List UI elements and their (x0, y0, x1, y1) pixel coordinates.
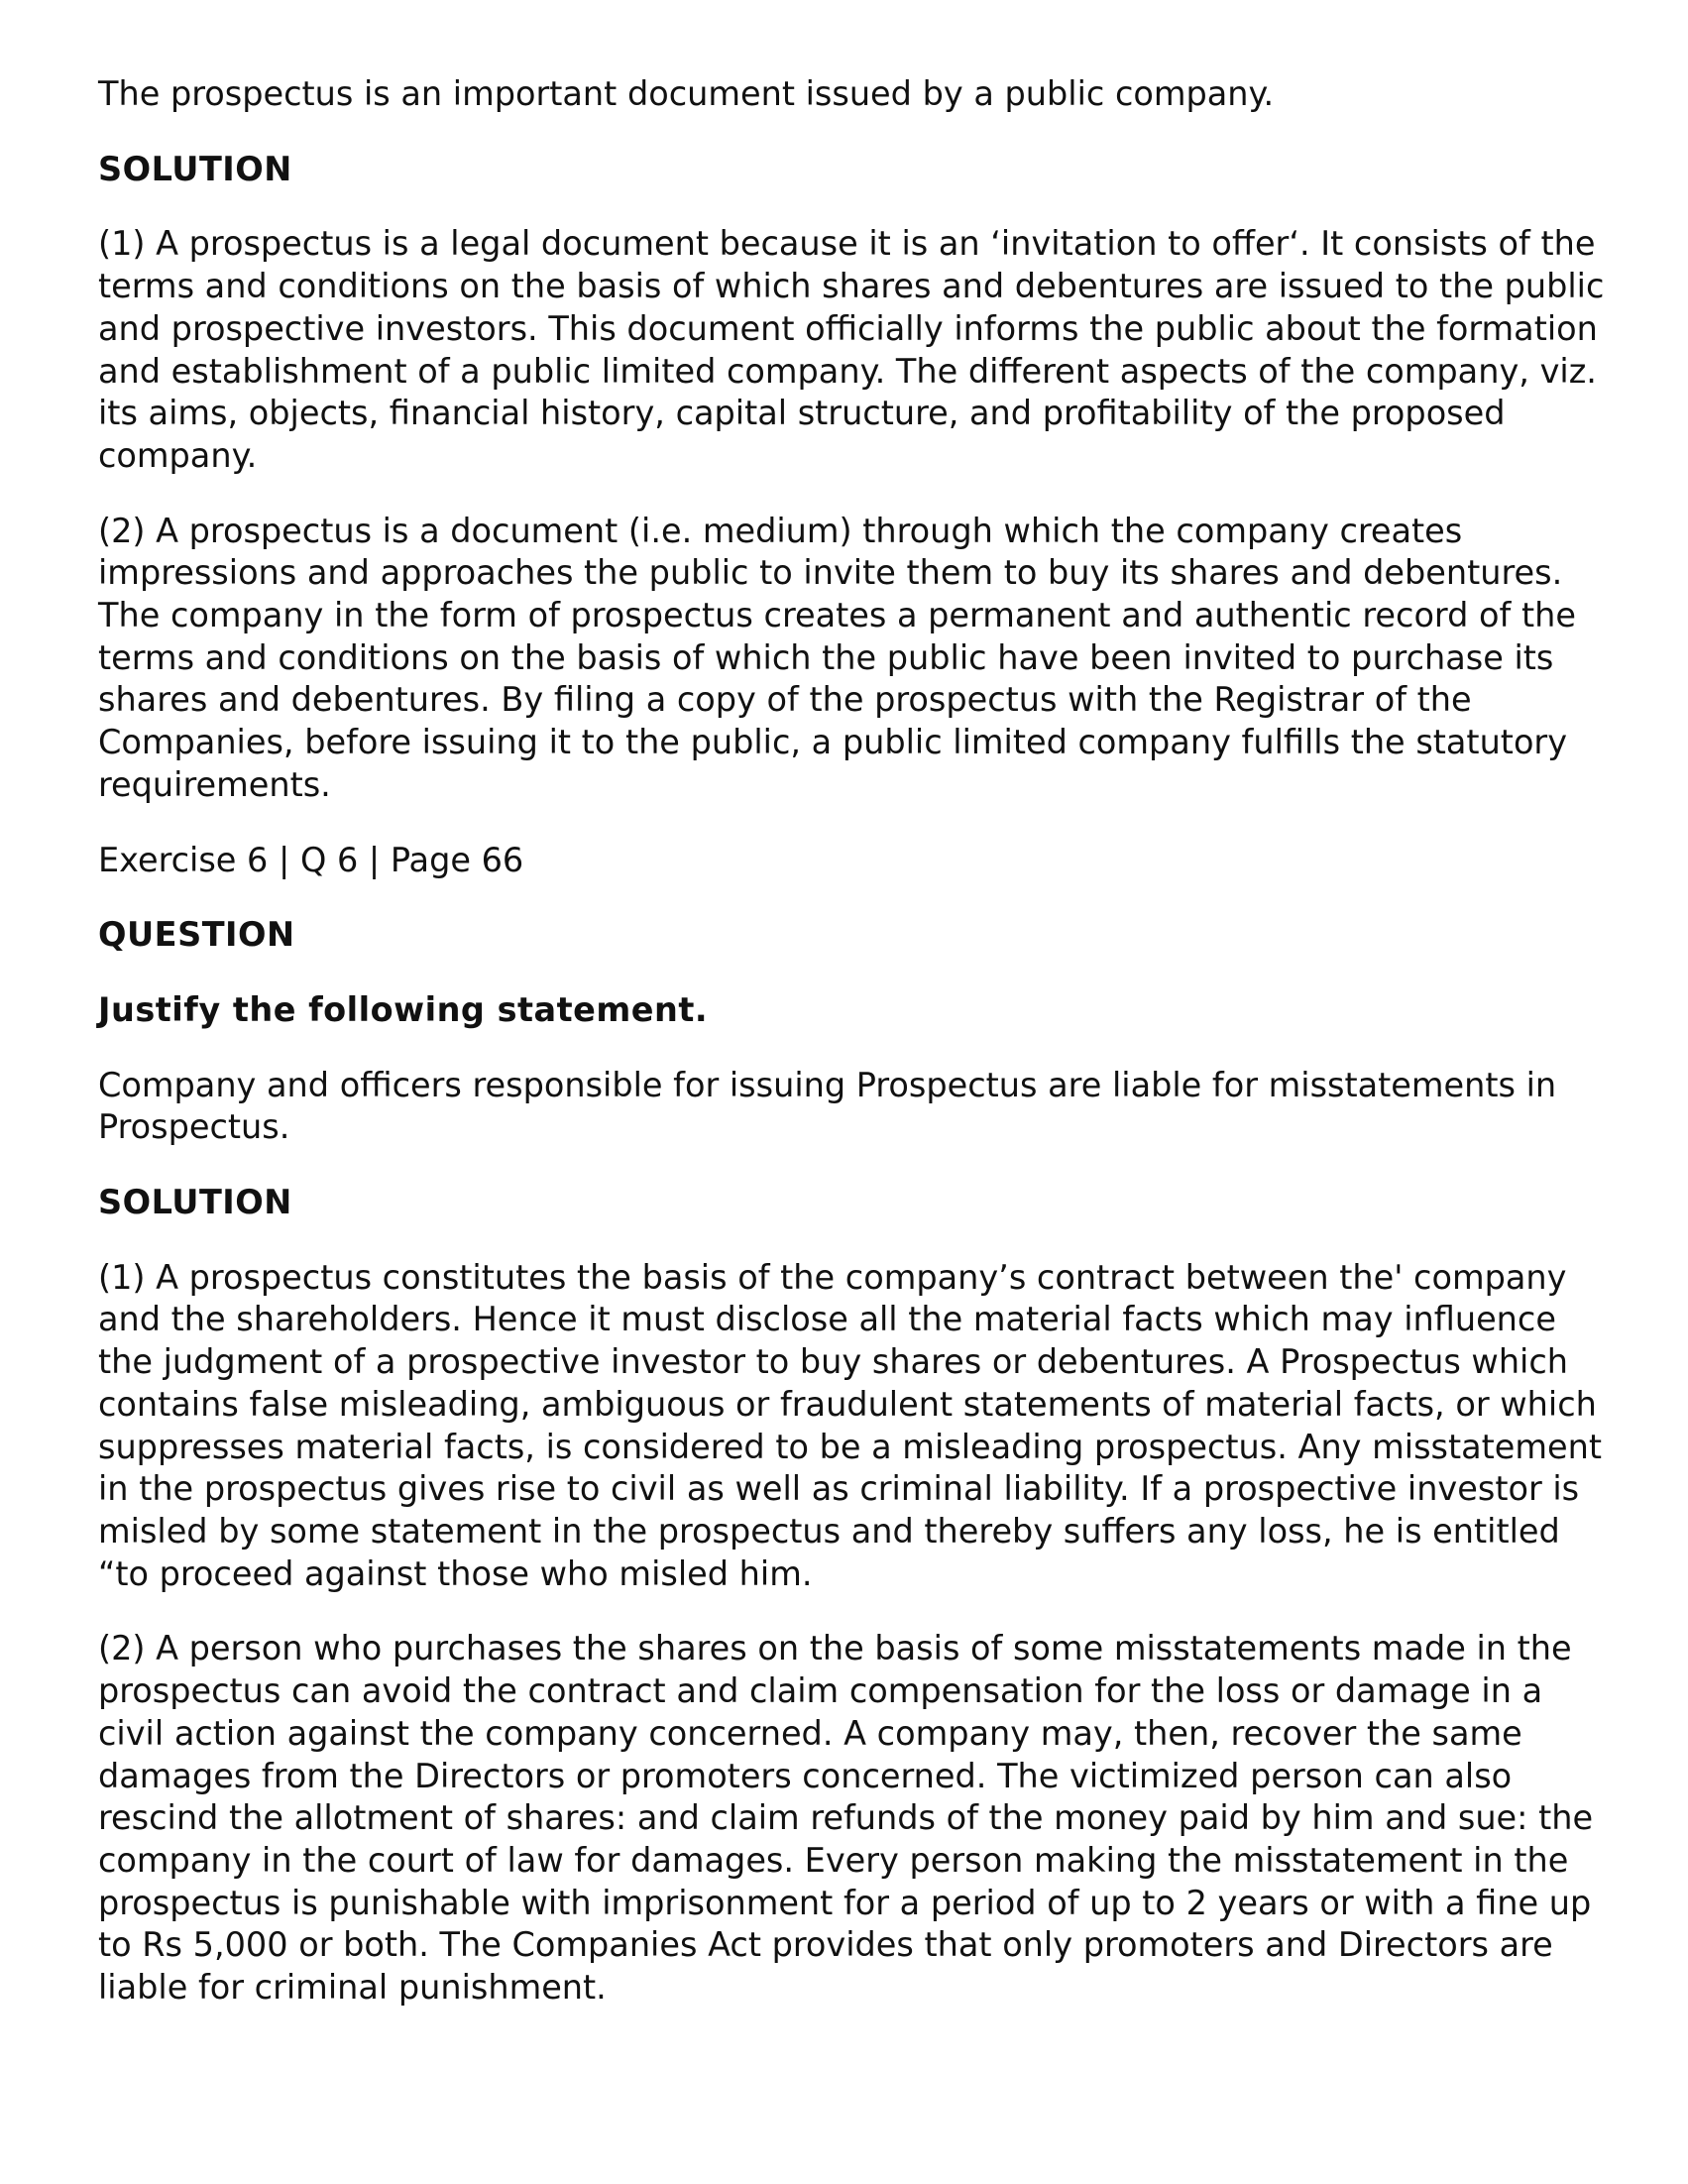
solution-heading: SOLUTION (98, 1183, 292, 1222)
solution-paragraph: (2) A person who purchases the shares on the basis of some misstatements made in the prospectus can avoid the contract and claim compensation for the loss or damage in a civil action against the company concerned. A company may, then, recover the same damages from the Directors or promoters concerned. The victimized person can also rescind the allotment of shares: and claim refunds of the money paid by him and sue: the company in the court of law for damages. Every person making the misstatement in the prospectus is punishable with imprisonment for a period of up to 2 years or with a fine up to Rs 5,000 or both. The Companies Act provides that only promoters and Directors are liable for criminal punishment. (98, 1629, 1594, 2008)
document-page (98, 73, 1605, 2042)
solution-paragraph: (2) A prospectus is a document (i.e. medium) through which the company creates impressions and approaches the public to invite them to buy its shares and debentures. The company in the form of prospectus creates a permanent and authentic record of the terms and conditions on the basis of which the public have been invited to purchase its shares and debentures. By filing a copy of the prospectus with the Registrar of the Companies, before issuing it to the public, a public limited company fulfills the statutory requirements. (98, 511, 1576, 804)
solution-heading: SOLUTION (98, 149, 292, 188)
question-instruction: Justify the following statement. (98, 989, 709, 1029)
question-heading: QUESTION (98, 915, 295, 955)
solution-paragraph: (1) A prospectus constitutes the basis of the company’s contract between the' company and the shareholders. Hence it must disclose all the material facts which may influence the judgment of a prospective investor to buy shares or debentures. A Prospectus which contains false misleading, ambiguous or fraudulent statements of material facts, or which suppresses material facts, is considered to be a misleading prospectus. Any misstatement in the prospectus gives rise to civil as well as criminal liability. If a prospective investor is misled by some statement in the prospectus and thereby suffers any loss, he is entitled “to proceed against those who misled him. (98, 1257, 1603, 1593)
exercise-reference: Exercise 6 | Q 6 | Page 66 (98, 840, 524, 879)
question-statement: Company and officers responsible for issuing Prospectus are liable for misstatements in Prospectus. (98, 1065, 1557, 1147)
intro-text: The prospectus is an important document issued by a public company. (98, 74, 1275, 113)
solution-paragraph: (1) A prospectus is a legal document because it is an ‘invitation to offer‘. It consists of the terms and conditions on the basis of which shares and debentures are issued to the public and prospective investors. This document officially informs the public about the formation and establishment of a public limited company. The different aspects of the company, viz. its aims, objects, financial history, capital structure, and profitability of the proposed company. (98, 224, 1605, 475)
